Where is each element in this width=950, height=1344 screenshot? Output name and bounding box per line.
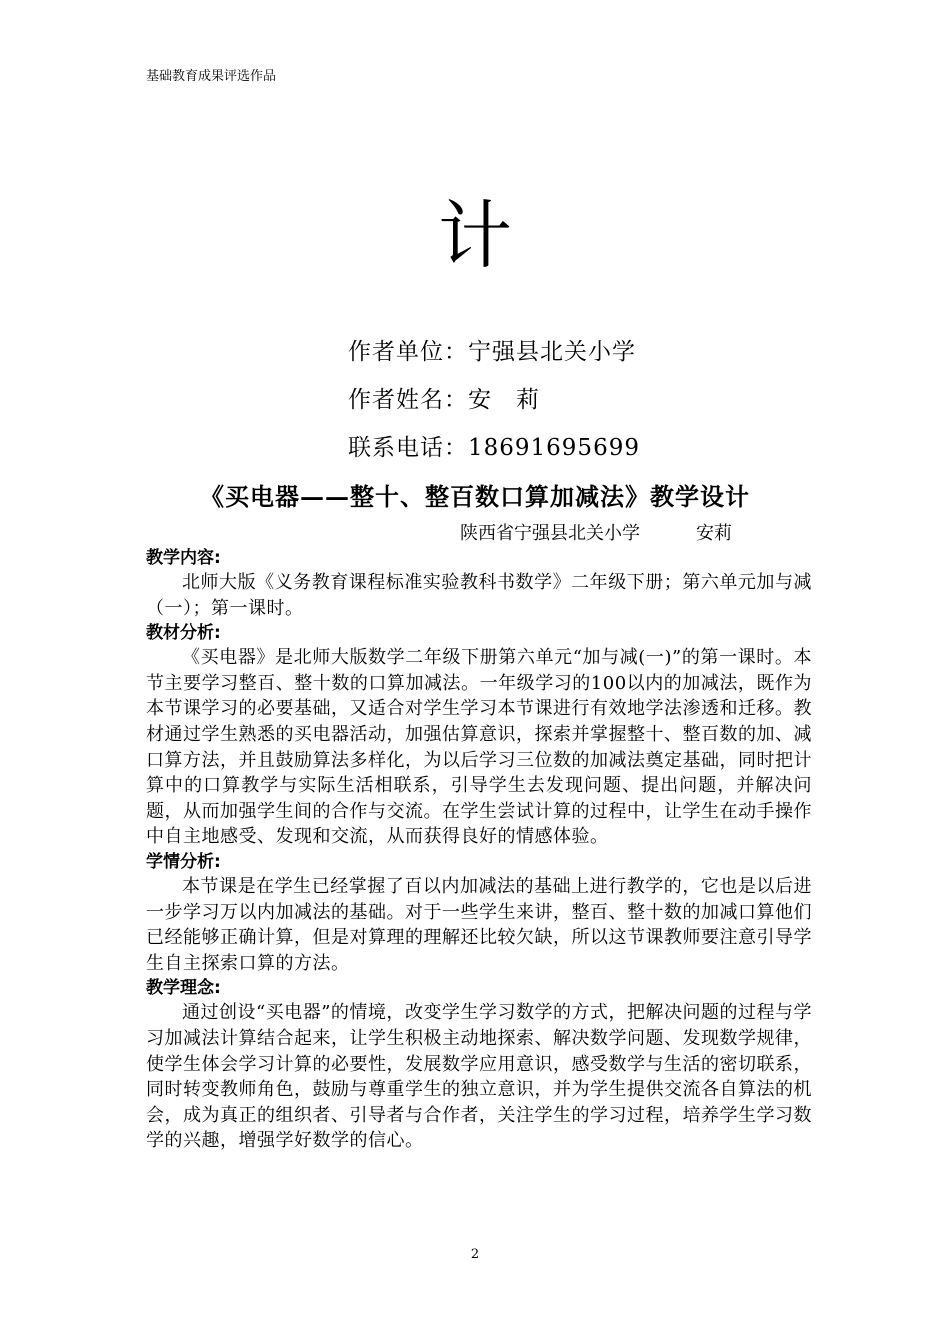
section-heading-student-analysis: 学情分析: [146, 851, 221, 872]
document-title: 《买电器——整十、整百数口算加减法》教学设计 [200, 482, 750, 511]
author-unit-label: 作者单位： [348, 339, 468, 365]
author-info [348, 328, 640, 472]
author-unit-line [348, 328, 640, 376]
author-unit-value: 宁强县北关小学 [468, 339, 636, 365]
section-text-teaching-content: 北师大版《义务教育课程标准实验教科书数学》二年级下册；第六单元加与减（一）；第一课时。 [146, 572, 812, 619]
byline-school: 陕西省宁强县北关小学 [460, 523, 640, 544]
author-name-line [348, 376, 640, 424]
section-heading-teaching-philosophy: 教学理念: [146, 978, 221, 999]
byline-author: 安莉 [696, 523, 732, 544]
author-phone-value: 18691695699 [468, 435, 640, 461]
author-name-value: 安 莉 [468, 387, 540, 413]
section-text-student-analysis: 本节课是在学生已经掌握了百以内加减法的基础上进行教学的，它也是以后进一步学习万以内加减法的基础。对于一些学生来讲，整百、整十数的加减口算他们已经能够正确计算，但是对算理的理解还比较欠缺，所以这节课教师要注意引导学生自主探索口算的方法。 [146, 875, 812, 974]
section-text-textbook-analysis: 《买电器》是北师大版数学二年级下册第六单元“加与减(一)”的第一课时。本节主要学习整百、整十数的口算加减法。一年级学习的100以内的加减法，既作为本节课学习的必要基础，又适合对学生学习本节课进行有效地学法渗透和迁移。教材通过学生熟悉的买电器活动，加强估算意识，探索并掌握整十、整百数的加、减口算方法，并且鼓励算法多样化，为以后学习三位数的加减法奠定基础，同时把计算中的口算教学与实际生活相联系，引导学生去发现问题、提出问题，并解决问题，从而加强学生间的合作与交流。在学生尝试计算的过程中，让学生在动手操作中自主地感受、发现和交流，从而获得良好的情感体验。 [146, 647, 812, 848]
cover-title-char: 计 [438, 193, 512, 279]
byline [460, 520, 732, 548]
author-phone-line [348, 424, 640, 472]
section-heading-textbook-analysis: 教材分析: [146, 623, 221, 644]
document-body [146, 546, 812, 1154]
section-text-teaching-philosophy: 通过创设“买电器”的情境，改变学生学习数学的方式，把解决问题的过程与学习加减法计算结合起来，让学生积极主动地探索、解决数学问题、发现数学规律，使学生体会学习计算的必要性，发展数学应用意识，感受数学与生活的密切联系，同时转变教师角色，鼓励与尊重学生的独立意识，并为学生提供交流各自算法的机会，成为真正的组织者、引导者与合作者，关注学生的学习过程，培养学生学习数学的兴趣，增强学好数学的信心。 [146, 1002, 812, 1152]
section-heading-teaching-content: 教学内容: [146, 548, 221, 568]
header-note: 基础教育成果评选作品 [146, 69, 277, 84]
author-name-label: 作者姓名： [348, 387, 468, 413]
page-number: 2 [470, 1247, 480, 1262]
author-phone-label: 联系电话： [348, 435, 468, 461]
